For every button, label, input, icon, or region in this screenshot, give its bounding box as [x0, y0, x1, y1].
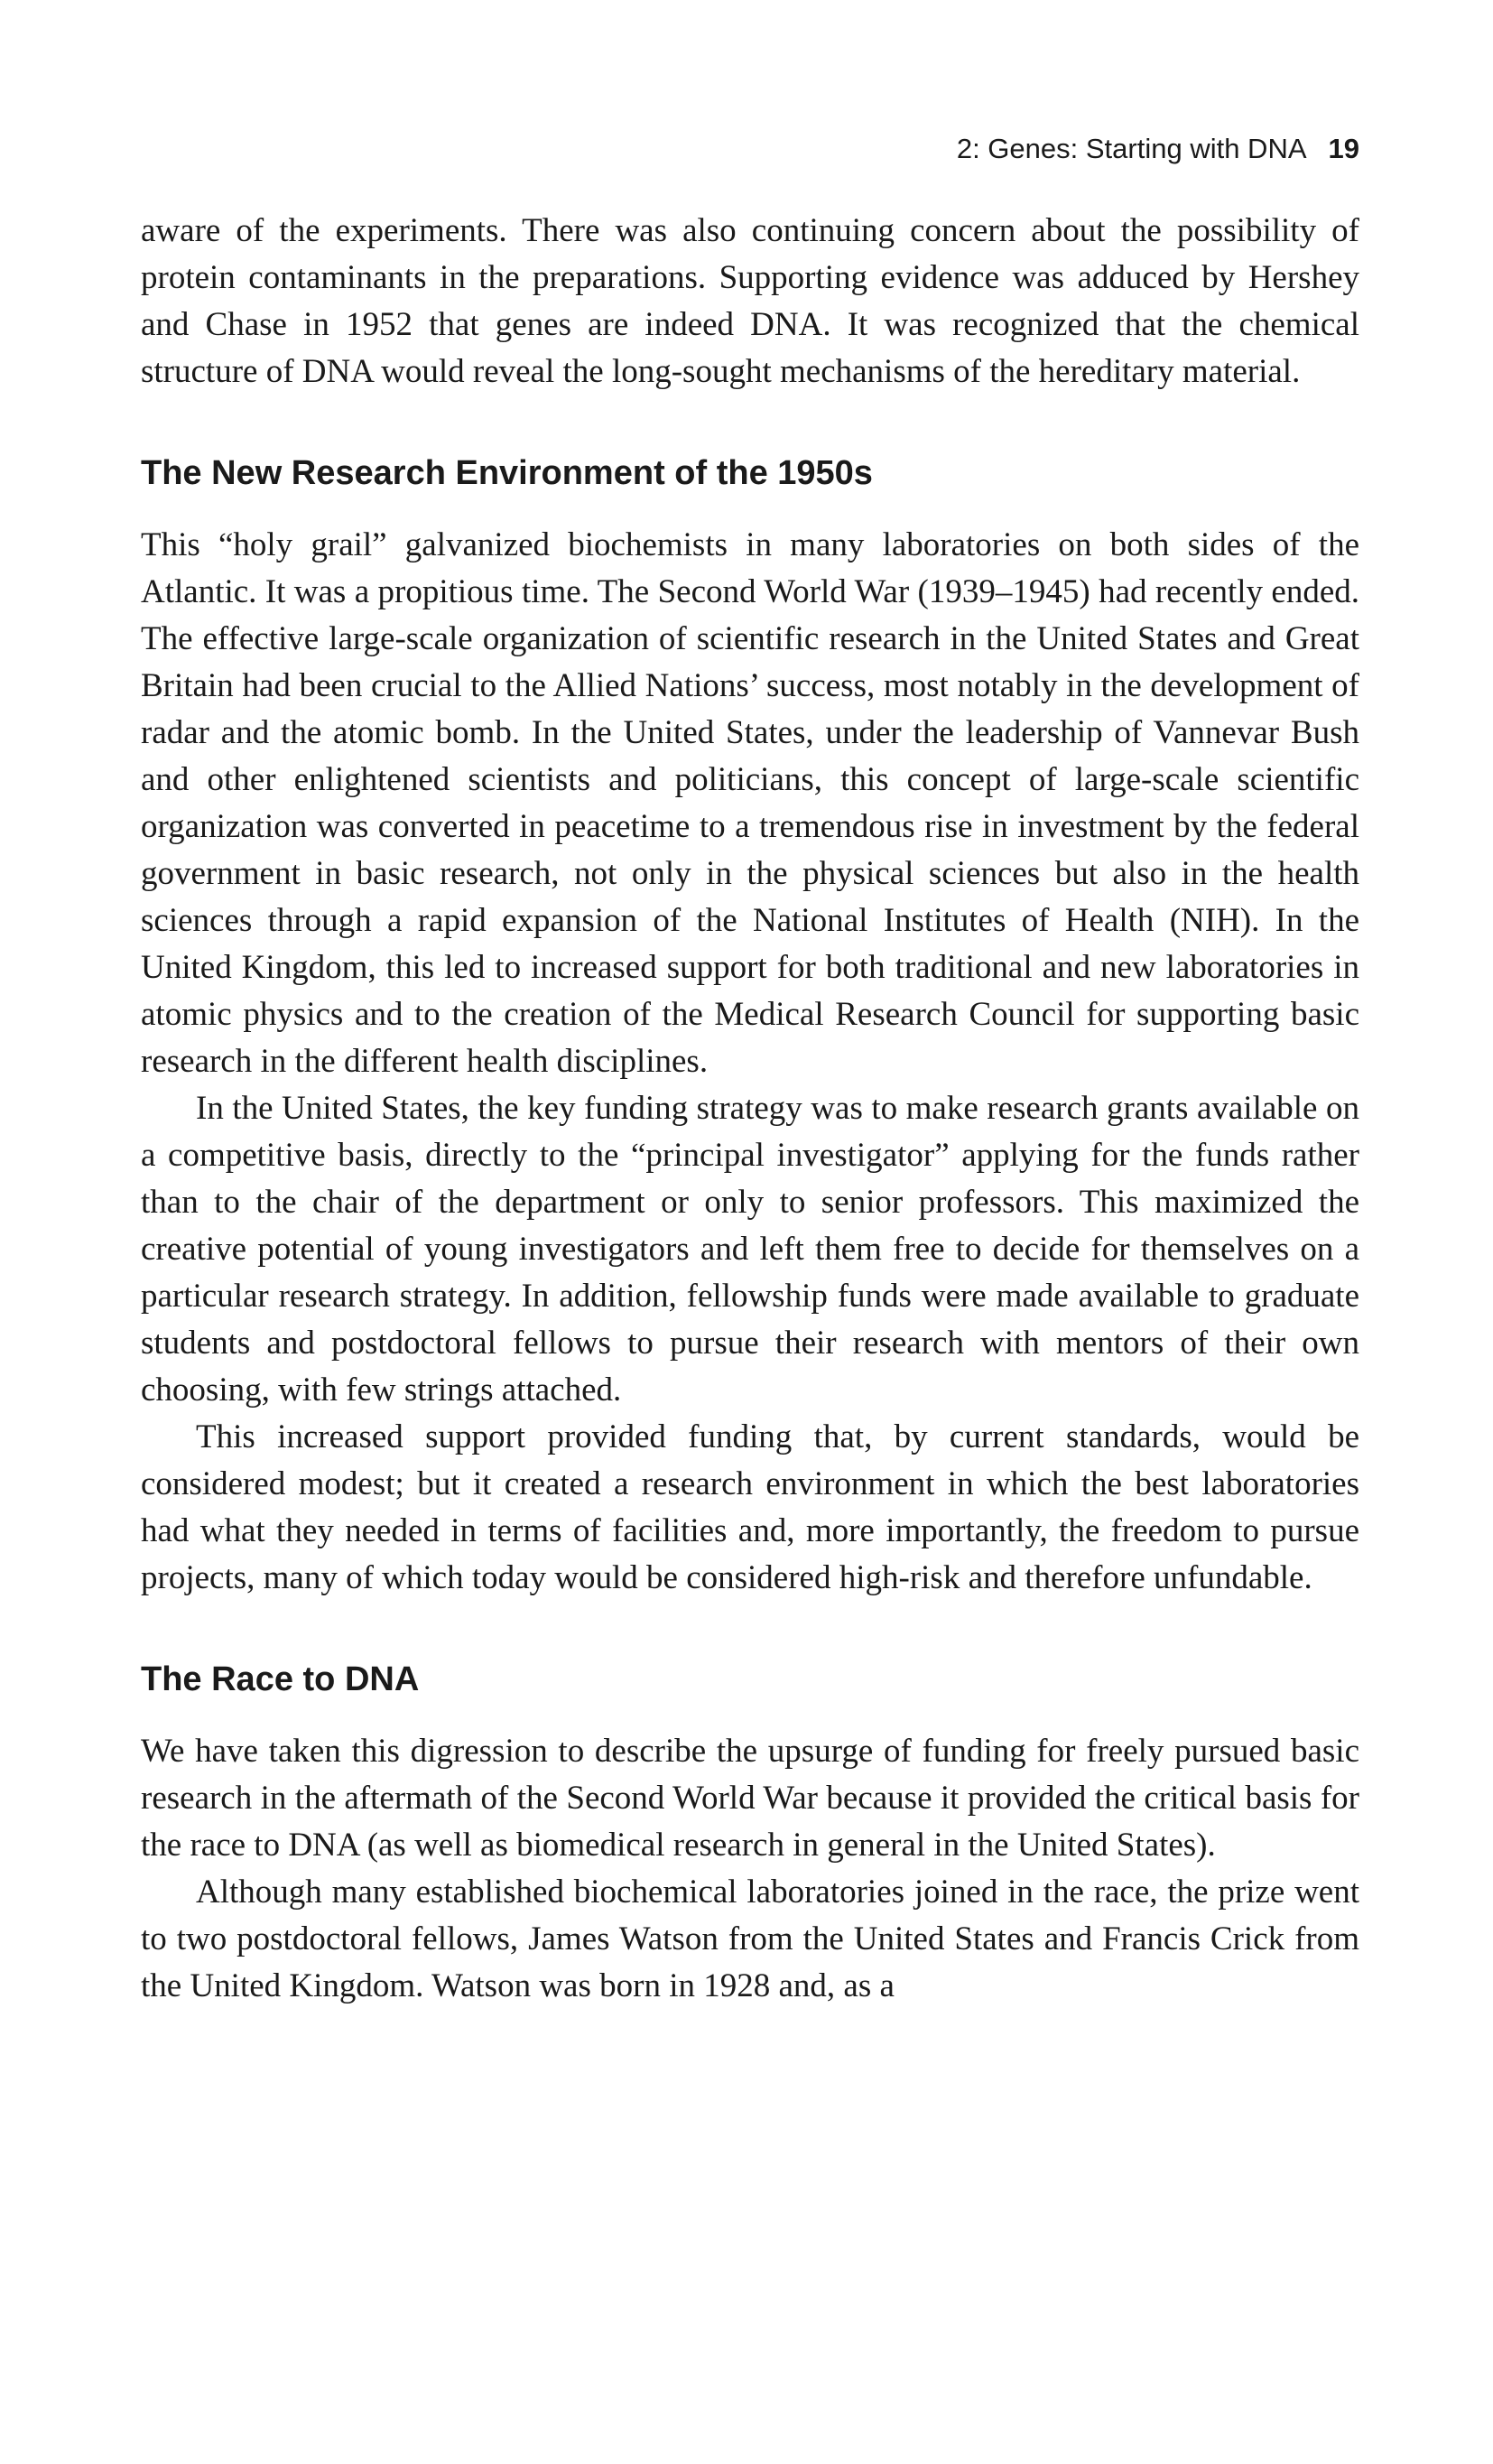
book-page — [141, 126, 1359, 2010]
paragraph-holy-grail: This “holy grail” galvanized biochemists in many laboratories on both sides of the Atlantic. It was a propitious time. The Second World War (1939–1945) had recently ended. The effective large-scale organization of scientific research in the United States and Great Britain had been crucial to the Allied Nations’ success, most notably in the development of radar and the atomic bomb. In the United States, under the leadership of Vannevar Bush and other enlightened scientists and politicians, this concept of large-scale scientific organization was converted in peacetime to a tremendous rise in investment by the federal government in basic research, not only in the physical sciences but also in the health sciences through a rapid expansion of the National Institutes of Health (NIH). In the United Kingdom, this led to increased support for both traditional and new laboratories in atomic physics and to the creation of the Medical Research Council for supporting basic research in the different health disciplines. — [141, 526, 1359, 1080]
page-number: 19 — [1328, 133, 1359, 164]
running-head-title: 2: Genes: Starting with DNA — [956, 133, 1307, 164]
paragraph-funding-strategy: In the United States, the key funding strategy was to make research grants available on a competitive basis, directly to the “principal investigator” applying for the funds rather than to the chair of the department or only to senior professors. This maximized the creative potential of young investigators and left them free to decide for themselves on a particular research strategy. In addition, fellowship funds were made available to graduate students and postdoctoral fellows to pursue their research with mentors of their own choosing, with few strings attached. — [141, 1090, 1359, 1409]
running-head — [141, 126, 1359, 172]
section-heading-research-environment: The New Research Environment of the 1950s — [141, 454, 873, 492]
paragraph-digression: We have taken this digression to describe the upsurge of funding for freely pursued basic research in the aftermath of the Second World War because it provided the critical basis for the race to DNA (as well as biomedical research in general in the United States). — [141, 1733, 1359, 1864]
section-heading-race-to-dna: The Race to DNA — [141, 1660, 420, 1698]
paragraph-increased-support: This increased support provided funding that, by current standards, would be considered modest; but it created a research environment in which the best laboratories had what they needed in terms of facilities and, more importantly, the freedom to pursue projects, many of which today would be considered high-risk and therefore unfundable. — [141, 1418, 1359, 1596]
paragraph-continued: aware of the experiments. There was also continuing concern about the possibility of protein contaminants in the preparations. Supporting evidence was adduced by Hershey and Chase in 1952 that genes are indeed DNA. It was recognized that the chemical structure of DNA would reveal the long-sought mechanisms of the hereditary material. — [141, 212, 1359, 390]
paragraph-watson-crick: Although many established biochemical laboratories joined in the race, the prize went to two postdoctoral fellows, James Watson from the United States and Francis Crick from the United Kingdom. Watson was born in 1928 and, as a — [141, 1874, 1359, 2004]
